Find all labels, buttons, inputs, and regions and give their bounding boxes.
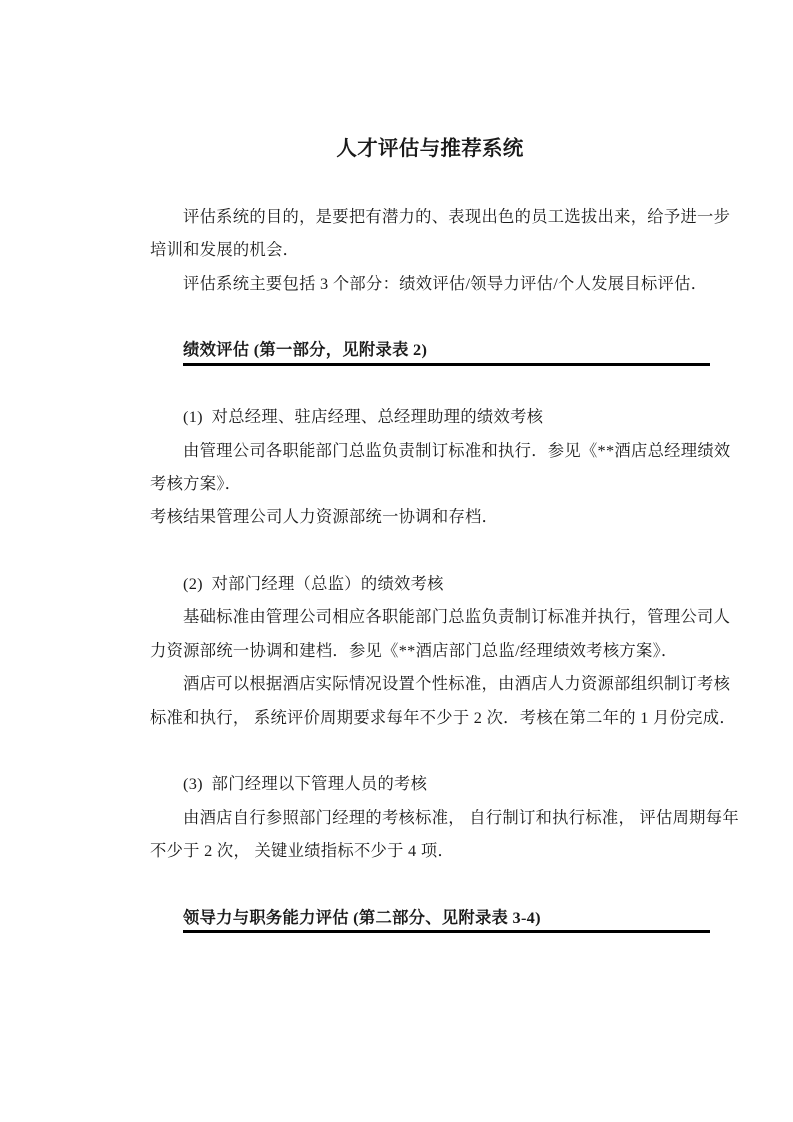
blank-line <box>150 534 710 567</box>
section-heading-leadership: 领导力与职务能力评估 (第二部分、见附录表 3-4) <box>150 901 710 934</box>
paragraph-line: 评估系统的目的，是要把有潜力的、表现出色的员工选拔出来，给予进一步 <box>183 206 731 226</box>
paragraph-line: 培训和发展的机会． <box>150 240 300 260</box>
paragraph-line: 由管理公司各职能部门总监负责制订标准和执行．参见《**酒店总经理绩效 <box>183 440 731 460</box>
list-item-3-title: (3) 部门经理以下管理人员的考核 <box>183 774 428 794</box>
blank-line <box>150 734 710 767</box>
list-item-1-title: (1) 对总经理、驻店经理、总经理助理的绩效考核 <box>183 407 544 427</box>
blank-line <box>150 367 710 400</box>
paragraph-line: 标准和执行， 系统评价周期要求每年不少于 2 次．考核在第二年的 1 月份完成． <box>150 707 736 727</box>
paragraph-line: 不少于 2 次， 关键业绩指标不少于 4 项． <box>150 841 455 861</box>
blank-line <box>150 300 710 333</box>
paragraph-line: 由酒店自行参照部门经理的考核标准， 自行制订和执行标准， 评估周期每年 <box>183 807 739 827</box>
document-title: 人才评估与推荐系统 <box>336 138 524 160</box>
blank-line <box>150 166 710 199</box>
paragraph-line: 评估系统主要包括 3 个部分：绩效评估/领导力评估/个人发展目标评估． <box>183 273 708 293</box>
blank-line <box>150 868 710 901</box>
paragraph-line: 基础标准由管理公司相应各职能部门总监负责制订标准并执行，管理公司人 <box>183 607 731 627</box>
paragraph-line: 酒店可以根据酒店实际情况设置个性标准，由酒店人力资源部组织制订考核 <box>183 674 731 694</box>
paragraph-line: 考核结果管理公司人力资源部统一协调和存档． <box>150 507 499 527</box>
section-heading-performance: 绩效评估 (第一部分，见附录表 2) <box>150 333 710 366</box>
list-item-2-title: (2) 对部门经理（总监）的绩效考核 <box>183 574 444 594</box>
paragraph-line: 力资源部统一协调和建档．参见《**酒店部门总监/经理绩效考核方案》． <box>150 640 678 660</box>
paragraph-line: 考核方案》． <box>150 473 242 493</box>
